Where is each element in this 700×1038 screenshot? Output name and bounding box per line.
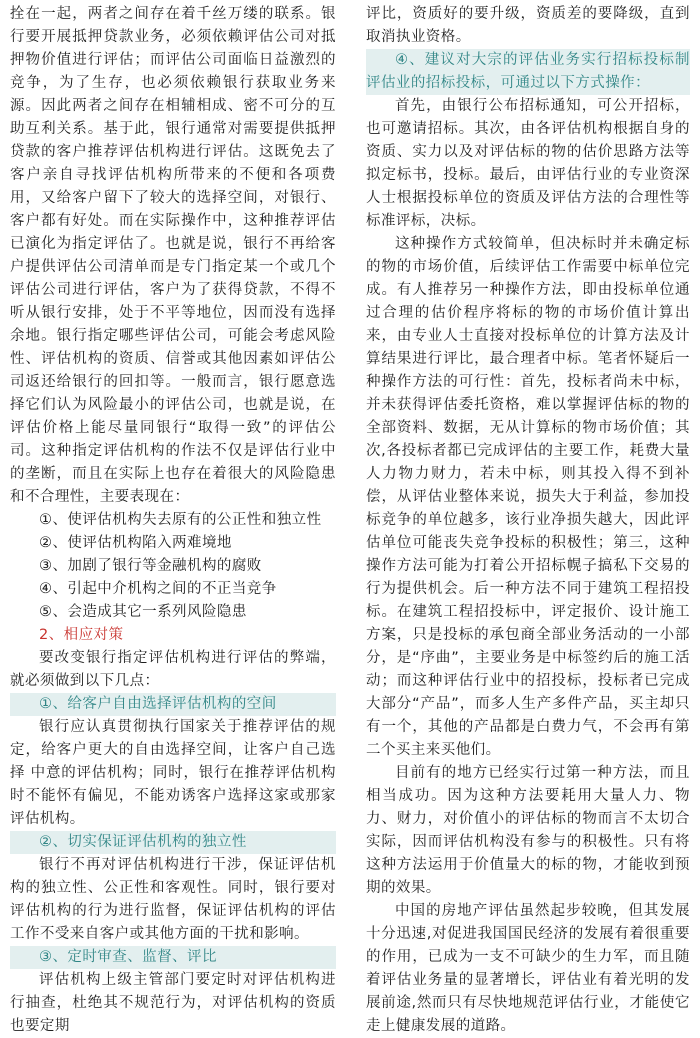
paragraph: 银行不再对评估机构进行干涉，保证评估机构的独立性、公正性和客观性。同时，银行要对评估机构的行为进行监督，保证评估机构的评估工作不受来自客户或其他方面的干扰和影响。 (10, 857, 336, 942)
paragraph: 银行应认真贯彻执行国家关于推荐评估的规定，给客户更大的自由选择空间，让客户自己选择 中意的评估机构；同时，银行在推荐评估机构时不能怀有偏见，不能劝诱客户选择这家或那家评估机构。 (10, 719, 336, 827)
list-item: ②、使评估机构陷入两难境地 (39, 535, 232, 551)
paragraph: 评估机构上级主管部门要定时对评估机构进行抽查，杜绝其不规范行为，对评估机构的资质也要定期 (10, 972, 336, 1034)
list-item: ⑤、会造成其它一系列风险隐患 (39, 604, 247, 620)
subsection-heading: ①、给客户自由选择评估机构的空间 (10, 693, 336, 716)
subsection-heading: ②、切实保证评估机构的独立性 (10, 831, 336, 854)
section-heading: 2、相应对策 (39, 627, 124, 643)
paragraph: 拴在一起，两者之间存在着千丝万缕的联系。银行要开展抵押贷款业务，必须依赖评估公司对抵押物价值进行评估；而评估公司面临日益激烈的竞争，为了生存，也必须依赖银行获取业务来源。因此两者之间存在相辅相成、密不可分的互助互利关系。基于此，银行通常对需要提供抵押贷款的客户推荐评估机构进行评估。这既免去了客户亲自寻找评估机构所带来的不便和各项费用，又给客户留下了较大的选择空间，对银行、客户都有好处。而在实际操作中，这种推荐评估已演化为指定评估了。也就是说，银行不再给客户提供评估公司清单而是专门指定某一个或几个评估公司进行评估，客户为了获得贷款，不得不听从银行安排，处于不平等地位，因而没有选择余地。银行指定哪些评估公司，可能会考虑风险性、评估机构的资质、信誉或其他因素如评估公司返还给银行的回扣等。一般而言，银行愿意选择它们认为风险最小的评估公司，也就是说，在评估价格上能尽量同银行“取得一致”的评估公司。这种指定评估机构的作法不仅是评估行业中的垄断，而且在实际上也存在着很大的风险隐患和不合理性，主要表现在： (10, 6, 336, 505)
paragraph: 评比，资质好的要升级，资质差的要降级，直到取消执业资格。 (366, 6, 690, 45)
subsection-heading: ④、建议对大宗的评估业务实行招标投标制 评估业的招标投标，可通过以下方式操作： (366, 49, 690, 95)
paragraph: 首先，由银行公布招标通知，可公开招标，也可邀请招标。其次，由各评估机构根据自身的资质、实力以及对评估标的物的估价思路方法等拟定标书，投标。最后，由评估行业的专业资深人士根据投标单位的资质及评估方法的合理性等标准评标，决标。 (366, 98, 690, 229)
list-item: ①、使评估机构失去原有的公正性和独立性 (39, 512, 322, 528)
paragraph: 目前有的地方已经实行过第一种方法，而且相当成功。因为这种方法要耗用大量人力、物力、财力，对价值小的评估标的物而言不太切合实际，因而评估机构没有参与的积极性。只有将这种方法运用于价值量大的标的物，才能收到预期的效果。 (366, 765, 690, 896)
list-item: ④、引起中介机构之间的不正当竞争 (39, 581, 277, 597)
right-column (366, 3, 690, 1038)
left-column (10, 3, 336, 1038)
paragraph: 要改变银行指定评估机构进行评估的弊端，就必须做到以下几点： (10, 650, 336, 689)
paragraph: 这种操作方式较简单，但决标时并未确定标的物的市场价值，后续评估工作需要中标单位完成。有人推荐另一种操作方法，即由投标单位通过合理的估价程序将标的物的市场价值计算出来，由专业人士直接对投标单位的计算方法及计算结果进行评比，最合理者中标。笔者怀疑后一种操作方法的可行性：首先，投标者尚未中标，并未获得评估委托资格，难以掌握评估标的物的全部资料、数据，无从计算标的物市场价值；其次,各投标者都已完成评估的主要工作，耗费大量人力物力财力，若未中标，则其投入得不到补偿，从评估业整体来说，损失大于利益，参加投标竞争的单位越多，该行业净损失越大，因此评估单位可能丧失竞争投标的积极性；第三，这种操作方法可能为打着公开招标幌子搞私下交易的行为提供机会。后一种方法不同于建筑工程招投标。在建筑工程招投标中，评定报价、设计施工方案，只是投标的承包商全部业务活动的一小部分，是“序曲”，主要业务是中标签约后的施工活动；而这种评估行业中的招投标，投标者已完成大部分“产品”，而多人生产多件产品，买主却只有一个，其他的产品都是白费力气，不会再有第二个买主来买他们。 (366, 236, 690, 758)
subsection-heading: ③、定时审查、监督、评比 (10, 946, 336, 969)
list-item: ③、加剧了银行等金融机构的腐败 (39, 558, 262, 574)
paragraph: 中国的房地产评估虽然起步较晚，但其发展十分迅速,对促进我国国民经济的发展有着很重要的作用，已成为一支不可缺少的生力军，而且随着评估业务量的显著增长，评估业有着光明的发展前途,然而只有尽快地规范评估行业，才能使它走上健康发展的道路。 (366, 903, 690, 1034)
